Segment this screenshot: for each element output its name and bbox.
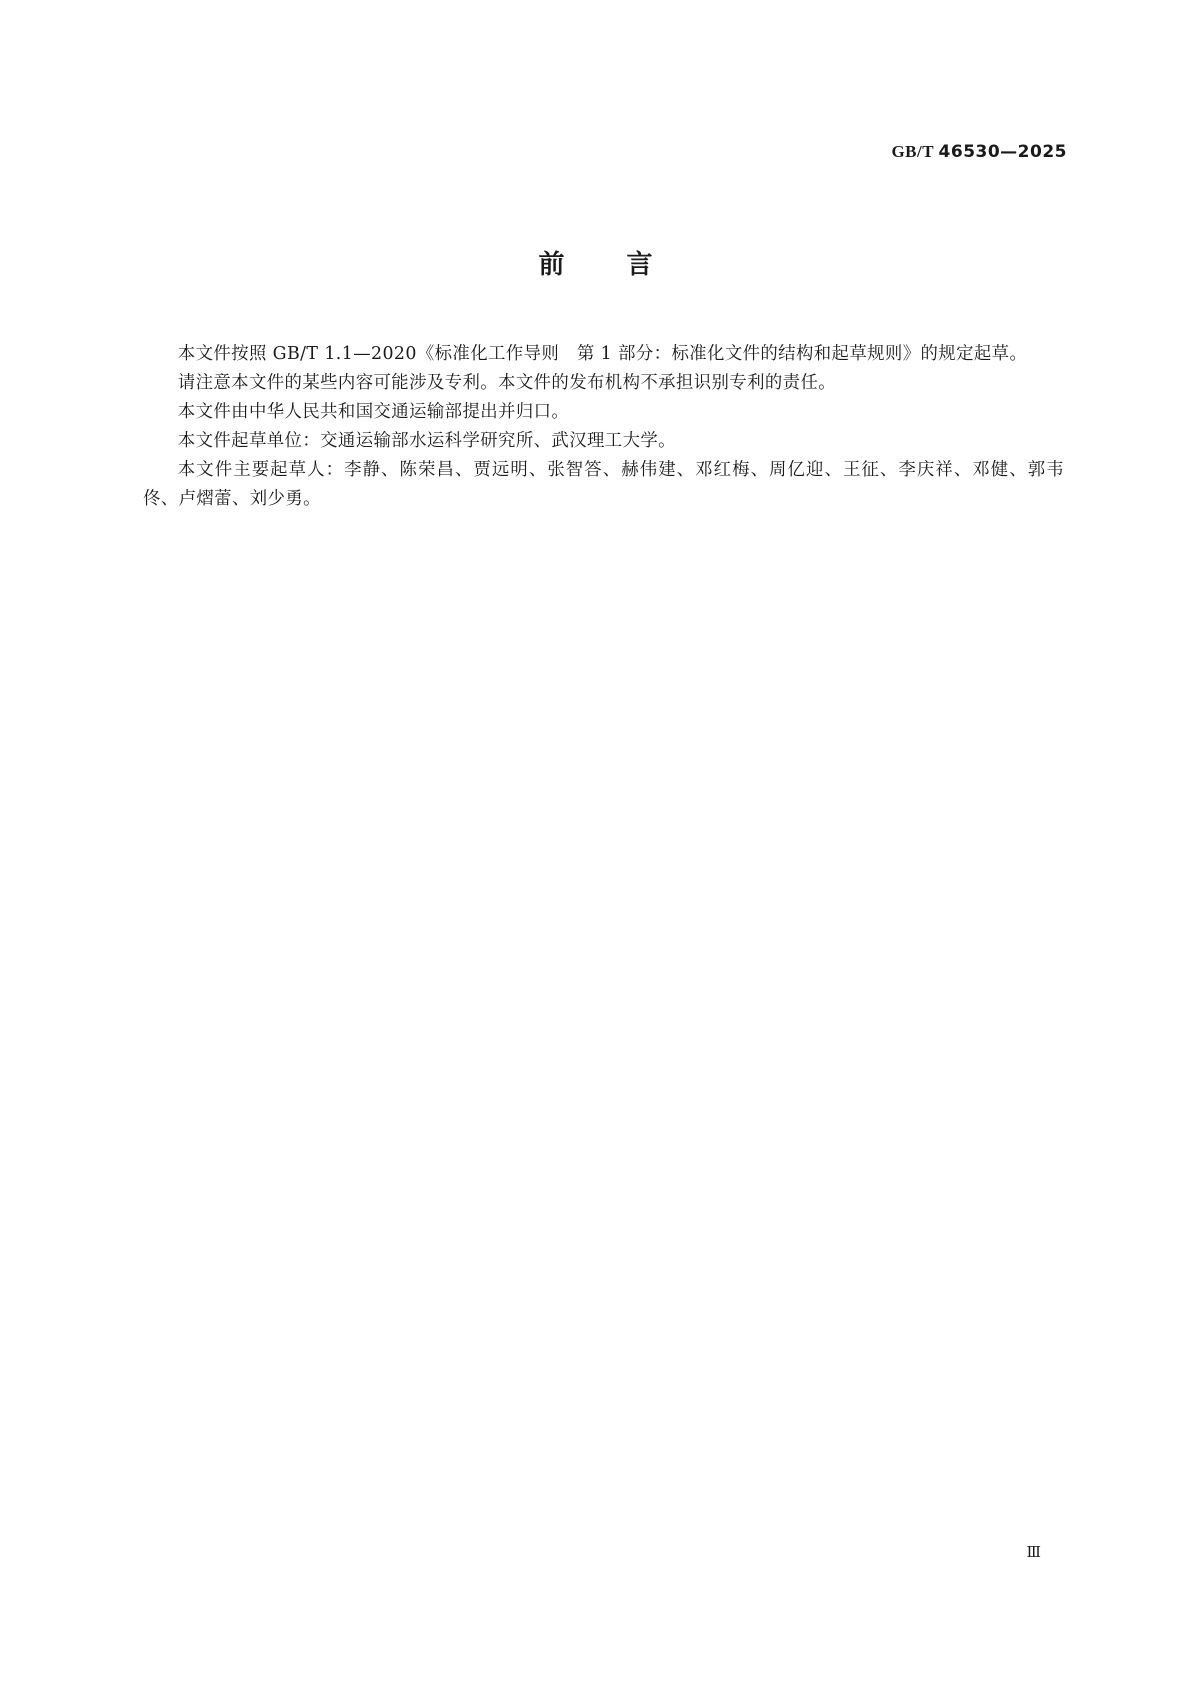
document-code-number: 46530—2025 <box>938 142 1067 162</box>
paragraph-proposer: 本文件由中华人民共和国交通运输部提出并归口。 <box>177 402 570 422</box>
paragraph-drafting-units: 本文件起草单位：交通运输部水运科学研究所、武汉理工大学。 <box>177 431 676 451</box>
document-code <box>891 142 1067 162</box>
paragraph-drafters: 本文件主要起草人：李静、陈荣昌、贾远明、张智答、赫伟建、邓红梅、周亿迎、王征、李庆祥、邓健、郭韦佟、卢熠蕾、刘少勇。 <box>143 460 1064 509</box>
document-code-prefix: GB/T <box>891 142 939 161</box>
page-title: 前言 <box>538 250 715 280</box>
page-number: Ⅲ <box>1026 1545 1041 1561</box>
foreword-body <box>143 340 1064 514</box>
paragraph-patent-notice: 请注意本文件的某些内容可能涉及专利。本文件的发布机构不承担识别专利的责任。 <box>177 373 837 393</box>
paragraph-drafting-rules: 本文件按照 GB/T 1.1—2020《标准化工作导则 第 1 部分：标准化文件的结构和起草规则》的规定起草。 <box>177 344 1028 364</box>
